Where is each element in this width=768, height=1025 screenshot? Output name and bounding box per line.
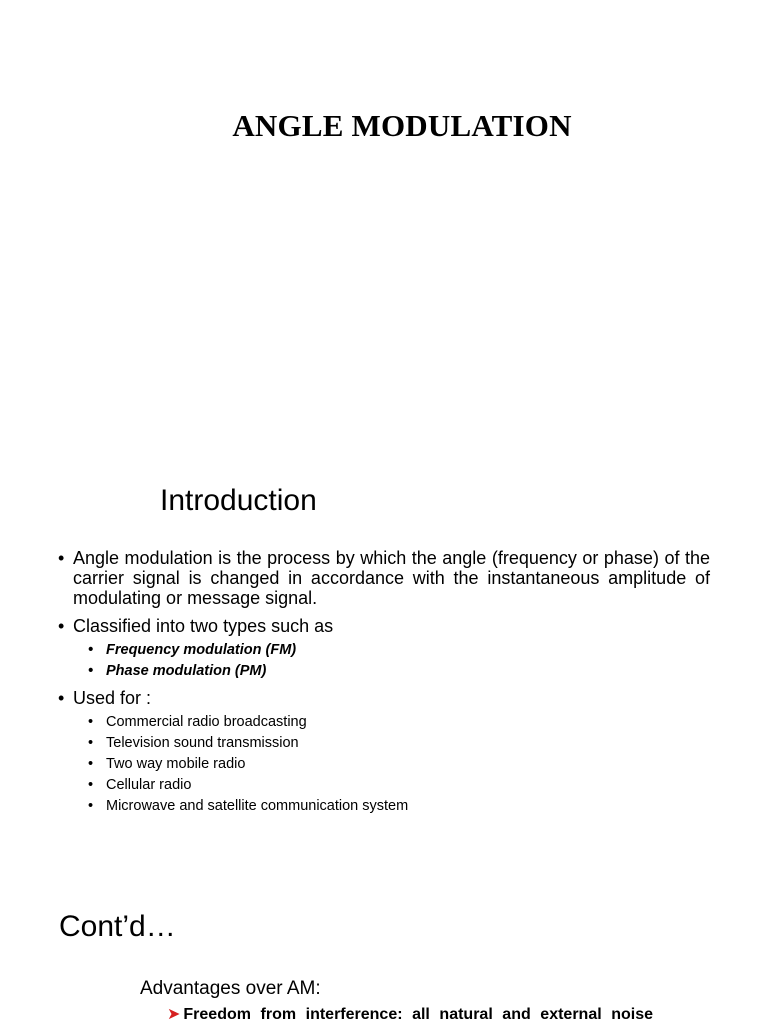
contd-heading: Cont’d… (59, 910, 176, 943)
advantages-heading: Advantages over AM: (140, 978, 321, 999)
bullet-icon: • (88, 777, 94, 793)
types-list (58, 640, 710, 682)
slide-introduction (0, 460, 768, 880)
bullet-classified (58, 616, 710, 636)
list-item: • Television sound transmission (58, 733, 710, 754)
bullet-definition (58, 548, 710, 608)
uses-list (58, 712, 710, 817)
used-for-text: Used for : (73, 688, 152, 708)
list-item: • Cellular radio (58, 775, 710, 796)
slide-contd (0, 890, 768, 1024)
list-item: • Frequency modulation (FM) (58, 640, 710, 661)
bullet-icon: • (88, 663, 94, 679)
bullet-used-for (58, 688, 710, 708)
bullet-icon: • (88, 735, 94, 751)
bullet-icon: • (58, 616, 65, 636)
bullet-icon: • (88, 714, 94, 730)
slide-title-heading: ANGLE MODULATION (232, 108, 572, 143)
introduction-heading: Introduction (160, 484, 317, 517)
introduction-body (58, 548, 710, 823)
bullet-icon: • (58, 548, 65, 568)
list-item: • Commercial radio broadcasting (58, 712, 710, 733)
classified-text: Classified into two types such as (73, 616, 334, 636)
bullet-icon: • (88, 756, 94, 772)
definition-text: Angle modulation is the process by which the angle (frequency or phase) of the carrier signal is changed in accordance with the instantaneous amplitude of modulating or message signal. (73, 548, 710, 608)
arrow-bullet-icon: ➤ (167, 1006, 181, 1023)
slide-title (0, 0, 768, 440)
bullet-icon: • (58, 688, 65, 708)
advantage-item: ➤ Freedom from interference: all natural and external noise (167, 1006, 653, 1023)
bullet-icon: • (88, 798, 94, 814)
list-item: • Phase modulation (PM) (58, 661, 710, 682)
bullet-icon: • (88, 642, 94, 658)
list-item: • Microwave and satellite communication system (58, 796, 710, 817)
list-item: • Two way mobile radio (58, 754, 710, 775)
